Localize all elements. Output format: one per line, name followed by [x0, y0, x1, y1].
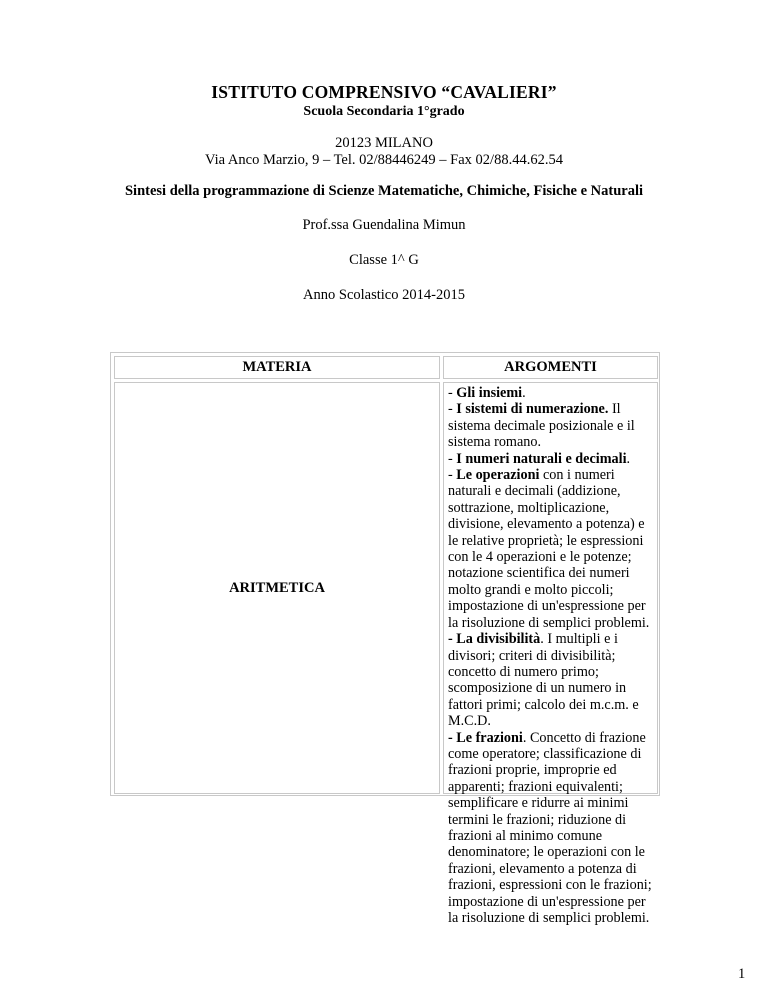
topic-item: - La divisibilità. I multipli e i divisori; criteri di divisibilità; concetto di numero primo; scomposizione di un numero in fattori primi; calcolo dei m.c.m. e M.C.D. — [448, 631, 639, 730]
argomenti-cell — [443, 382, 658, 926]
topic-item: - I numeri naturali e decimali. — [448, 450, 631, 467]
topic-item: - I sistemi di numerazione. Il sistema decimale posizionale e il sistema romano. — [448, 401, 635, 451]
header-materia: MATERIA — [114, 356, 440, 379]
city-line: 20123 MILANO — [335, 135, 433, 151]
topic-item: - Le frazioni. Concetto di frazione come operatore; classificazione di frazioni proprie, improprie ed apparenti; frazioni equivalenti; semplificare e ridurre ai minimi termini le frazioni; riduzione di frazioni al minimo comune denominatore; le operazioni con le frazioni, elevamento a potenza di frazioni, espressioni con le frazioni; impostazione di un'espressione per la risoluzione di semplici problemi. — [448, 729, 652, 926]
page-number: 1 — [738, 966, 746, 982]
address-line: Via Anco Marzio, 9 – Tel. 02/88446249 – Fax 02/88.44.62.54 — [205, 152, 563, 168]
program-summary-title: Sintesi della programmazione di Scienze Matematiche, Chimiche, Fisiche e Naturali — [124, 183, 644, 199]
header-argomenti: ARGOMENTI — [443, 356, 658, 379]
program-table — [110, 352, 660, 926]
school-subtitle: Scuola Secondaria 1°grado — [303, 104, 465, 119]
topic-item: - Gli insiemi. — [448, 385, 526, 401]
school-year: Anno Scolastico 2014-2015 — [303, 287, 465, 303]
materia-cell: ARITMETICA — [114, 382, 440, 794]
topic-item: - Le operazioni con i numeri naturali e decimali (addizione, sottrazione, moltiplicazione, divisione, elevamento a potenza) e le relative proprietà; le espressioni con le 4 operazioni e le potenze; notazione scientifica dei numeri molto grandi e molto piccoli; impostazione di un'espressione per la risoluzione di semplici problemi. — [448, 467, 650, 631]
teacher-name: Prof.ssa Guendalina Mimun — [302, 217, 466, 233]
school-name: ISTITUTO COMPRENSIVO “CAVALIERI” — [211, 82, 557, 102]
class-name: Classe 1^ G — [349, 252, 419, 268]
